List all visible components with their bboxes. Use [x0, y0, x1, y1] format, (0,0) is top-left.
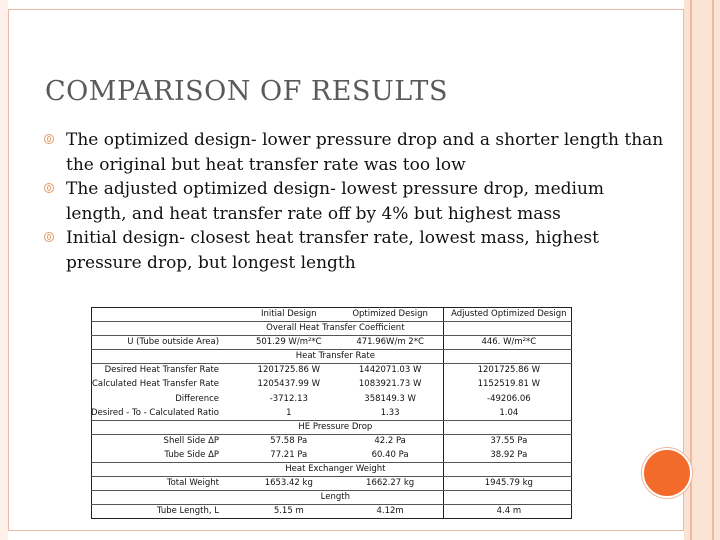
row-label: Total Weight: [166, 478, 220, 489]
cell-initial: 57.58 Pa: [270, 435, 308, 446]
table-header-row: [91, 307, 572, 321]
cell-initial: 1: [286, 407, 292, 418]
row-divider: [91, 476, 572, 477]
row-label: Shell Side ΔP: [163, 435, 220, 446]
row-label: U (Tube outside Area): [127, 337, 220, 348]
table-row: [91, 406, 572, 420]
row-divider: [91, 363, 572, 364]
cell-optimized: 358149.3 W: [364, 393, 416, 404]
cell-adjusted: 37.55 Pa: [490, 435, 528, 446]
cell-optimized: 1442071.03 W: [358, 365, 422, 376]
section-row: [91, 490, 572, 504]
row-label: Desired Heat Transfer Rate: [104, 365, 220, 376]
cell-optimized: 1.33: [380, 407, 400, 418]
slide-title: COMPARISON OF RESULTS: [45, 76, 448, 107]
bullet-text: Initial design- closest heat transfer rate, lowest mass, highest pressure drop, but longest length: [66, 228, 599, 273]
right-band-line: [690, 0, 692, 540]
row-label: Tube Length, L: [156, 506, 220, 517]
table-row: [91, 448, 572, 462]
row-label: Difference: [175, 393, 220, 404]
bullet-icon: [44, 232, 54, 242]
row-label: Calculated Heat Transfer Rate: [91, 379, 220, 390]
section-heat-exchanger-weight: Heat Exchanger Weight: [285, 464, 386, 475]
row-divider: [91, 462, 572, 463]
cell-initial: 501.29 W/m²*C: [255, 337, 322, 348]
cell-adjusted: -49206.06: [487, 393, 531, 404]
cell-adjusted: 1201725.86 W: [477, 365, 541, 376]
table-border-top: [91, 307, 572, 308]
table-row: [91, 392, 572, 406]
cell-optimized: 4.12m: [376, 506, 404, 517]
cell-adjusted: 38.92 Pa: [490, 449, 528, 460]
cell-adjusted: 1152519.81 W: [477, 379, 541, 390]
section-heat-transfer-rate: Heat Transfer Rate: [295, 351, 375, 362]
table-row: [91, 363, 572, 377]
row-divider: [91, 504, 572, 505]
cell-initial: -3712.13: [269, 393, 308, 404]
header-empty: [91, 307, 243, 321]
section-row: [91, 349, 572, 363]
cell-adjusted: 4.4 m: [496, 506, 522, 517]
bullet-item: [44, 226, 664, 275]
results-table: [91, 307, 572, 518]
row-divider: [91, 349, 572, 350]
cell-optimized: 60.40 Pa: [371, 449, 409, 460]
cell-adjusted: 1.04: [499, 407, 519, 418]
cell-initial: 1205437.99 W: [257, 379, 321, 390]
bullet-item: [44, 128, 664, 177]
cell-optimized: 42.2 Pa: [374, 435, 406, 446]
header-adjusted: Adjusted Optimized Design: [451, 309, 567, 319]
right-band-line: [712, 0, 714, 540]
bullet-list: [44, 128, 664, 275]
cell-initial: 1653.42 kg: [264, 478, 313, 489]
row-divider: [91, 335, 572, 336]
table-row: [91, 335, 572, 349]
cell-optimized: 471.96W/m 2*C: [356, 337, 424, 348]
row-divider: [91, 420, 572, 421]
section-overall-heat-transfer: Overall Heat Transfer Coefficient: [266, 323, 405, 334]
left-accent-strip: [0, 0, 8, 540]
table-row: [91, 504, 572, 518]
table-row: [91, 377, 572, 391]
section-row: [91, 321, 572, 335]
cell-optimized: 1662.27 kg: [366, 478, 415, 489]
column-divider: [443, 307, 444, 519]
section-length: Length: [320, 492, 350, 503]
header-initial: Initial Design: [260, 309, 317, 319]
section-pressure-drop: HE Pressure Drop: [298, 421, 373, 432]
cell-adjusted: 1945.79 kg: [484, 478, 533, 489]
decorative-orange-circle: [642, 448, 692, 498]
cell-initial: 5.15 m: [273, 506, 304, 517]
row-divider: [91, 321, 572, 322]
row-divider: [91, 490, 572, 491]
row-divider: [91, 434, 572, 435]
bullet-icon: [44, 134, 54, 144]
section-row: [91, 420, 572, 434]
section-row: [91, 462, 572, 476]
row-label: Tube Side ΔP: [164, 449, 220, 460]
cell-initial: 1201725.86 W: [257, 365, 321, 376]
cell-optimized: 1083921.73 W: [358, 379, 422, 390]
bullet-item: [44, 177, 664, 226]
row-label: Desired - To - Calculated Ratio: [91, 407, 220, 418]
bullet-icon: [44, 183, 54, 193]
bullet-text: The optimized design- lower pressure drop and a shorter length than the original but heat transfer rate was too low: [66, 130, 664, 175]
header-optimized: Optimized Design: [352, 309, 428, 319]
table-row: [91, 434, 572, 448]
table-row: [91, 476, 572, 490]
bullet-text: The adjusted optimized design- lowest pressure drop, medium length, and heat transfer rate off by 4% but highest mass: [66, 179, 605, 224]
cell-adjusted: 446. W/m²*C: [481, 337, 537, 348]
cell-initial: 77.21 Pa: [270, 449, 308, 460]
